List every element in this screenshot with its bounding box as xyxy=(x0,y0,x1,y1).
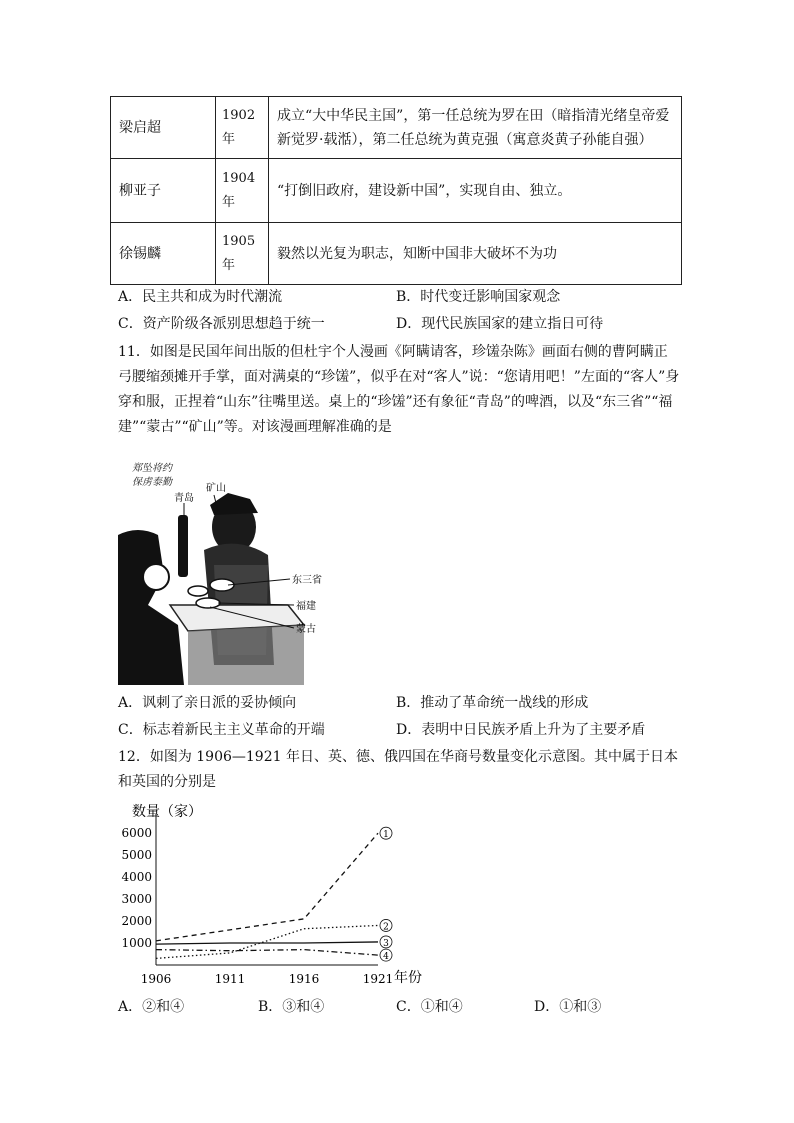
label-dongsansheng: 东三省 xyxy=(292,575,322,586)
year-cell: 1904 年 xyxy=(216,159,269,223)
x-tick-label: 1906 xyxy=(140,972,172,986)
table-row xyxy=(111,223,682,285)
q12-option-d: D．①和③ xyxy=(534,999,602,1015)
q10-option-b: B．时代变迁影响国家观念 xyxy=(396,289,561,305)
q10-option-d: D．现代民族国家的建立指日可待 xyxy=(396,316,604,332)
y-tick-label: 3000 xyxy=(121,892,152,907)
person-name: 柳亚子 xyxy=(111,159,216,223)
series-label-3: 3 xyxy=(383,938,389,949)
table-row xyxy=(111,97,682,159)
q11-option-d: D．表明中日民族矛盾上升为了主要矛盾 xyxy=(396,722,646,738)
x-tick-label: 1916 xyxy=(288,972,320,986)
cartoon-image xyxy=(118,455,354,685)
y-tick-label: 1000 xyxy=(121,936,152,951)
q10-option-c: C．资产阶级各派别思想趋于统一 xyxy=(118,316,325,332)
quote-text: “打倒旧政府，建设新中国”，实现自由、独立。 xyxy=(269,159,682,223)
q11-option-a: A．讽刺了亲日派的妥协倾向 xyxy=(118,695,297,711)
series-label-4: 4 xyxy=(383,952,389,963)
label-qingdao: 青岛 xyxy=(174,493,194,504)
chart-xlabel: 年份 xyxy=(394,970,422,986)
label-menggu: 蒙古 xyxy=(296,624,316,635)
series-label-1: 1 xyxy=(383,830,389,841)
cartoon-title-line2: 保虏泰勤 xyxy=(132,477,172,488)
q11-stem: 11．如图是民国年间出版的但杜宇个人漫画《阿瞒请客，珍馐杂陈》画面右侧的曹阿瞒正弓腰缩颈摊开手掌，面对满桌的“珍馐”，似乎在对“客人”说：“您请用吧！”左面的“客人”身穿和服，正捏着“山东”往嘴里送。桌上的“珍馐”还有象征“青岛”的啤酒，以及“东三省”“福建”“蒙古”“矿山”等。对该漫画理解准确的是 xyxy=(118,344,680,435)
series-line-4 xyxy=(156,950,378,955)
chart-ylabel: 数量（家） xyxy=(132,804,202,820)
x-tick-label: 1921 xyxy=(362,972,394,986)
beer-bottle xyxy=(178,515,188,577)
y-tick-label: 5000 xyxy=(121,848,152,863)
y-tick-label: 2000 xyxy=(121,914,152,929)
person-name: 徐锡麟 xyxy=(111,223,216,285)
person-name: 梁启超 xyxy=(111,97,216,159)
quote-text: 毅然以光复为职志，知断中国非大破坏不为功 xyxy=(269,223,682,285)
guest-head xyxy=(143,564,169,590)
q11-option-b: B．推动了革命统一战线的形成 xyxy=(396,695,589,711)
cartoon-title-line1: 郑坠将约 xyxy=(132,463,172,474)
q12-option-c: C．①和④ xyxy=(396,999,463,1015)
series-line-3 xyxy=(156,942,378,944)
label-kuangshan: 矿山 xyxy=(206,483,226,494)
y-tick-label: 4000 xyxy=(121,870,152,885)
y-tick-label: 6000 xyxy=(121,826,152,841)
q10-option-a: A．民主共和成为时代潮流 xyxy=(118,289,283,305)
q12-option-b: B．③和④ xyxy=(258,999,325,1015)
label-fujian: 福建 xyxy=(296,601,316,612)
series-label-2: 2 xyxy=(383,922,389,933)
quotes-table xyxy=(110,96,682,285)
year-cell: 1905 年 xyxy=(216,223,269,285)
table-row xyxy=(111,159,682,223)
q12-stem: 12．如图为 1906—1921 年日、英、德、俄四国在华商号数量变化示意图。其中属于日本和英国的分别是 xyxy=(118,749,678,790)
year-cell: 1902 年 xyxy=(216,97,269,159)
x-tick-label: 1911 xyxy=(214,972,246,986)
quote-text: 成立“大中华民主国”，第一任总统为罗在田（暗指清光绪皇帝爱新觉罗·载湉），第二任总统为黄克强（寓意炎黄子孙能自强） xyxy=(269,97,682,159)
q11-option-c: C．标志着新民主主义革命的开端 xyxy=(118,722,325,738)
host-hat xyxy=(210,493,258,515)
series-line-1 xyxy=(156,833,378,941)
trade-firms-line-chart xyxy=(110,800,440,990)
q12-option-a: A．②和④ xyxy=(118,999,185,1015)
